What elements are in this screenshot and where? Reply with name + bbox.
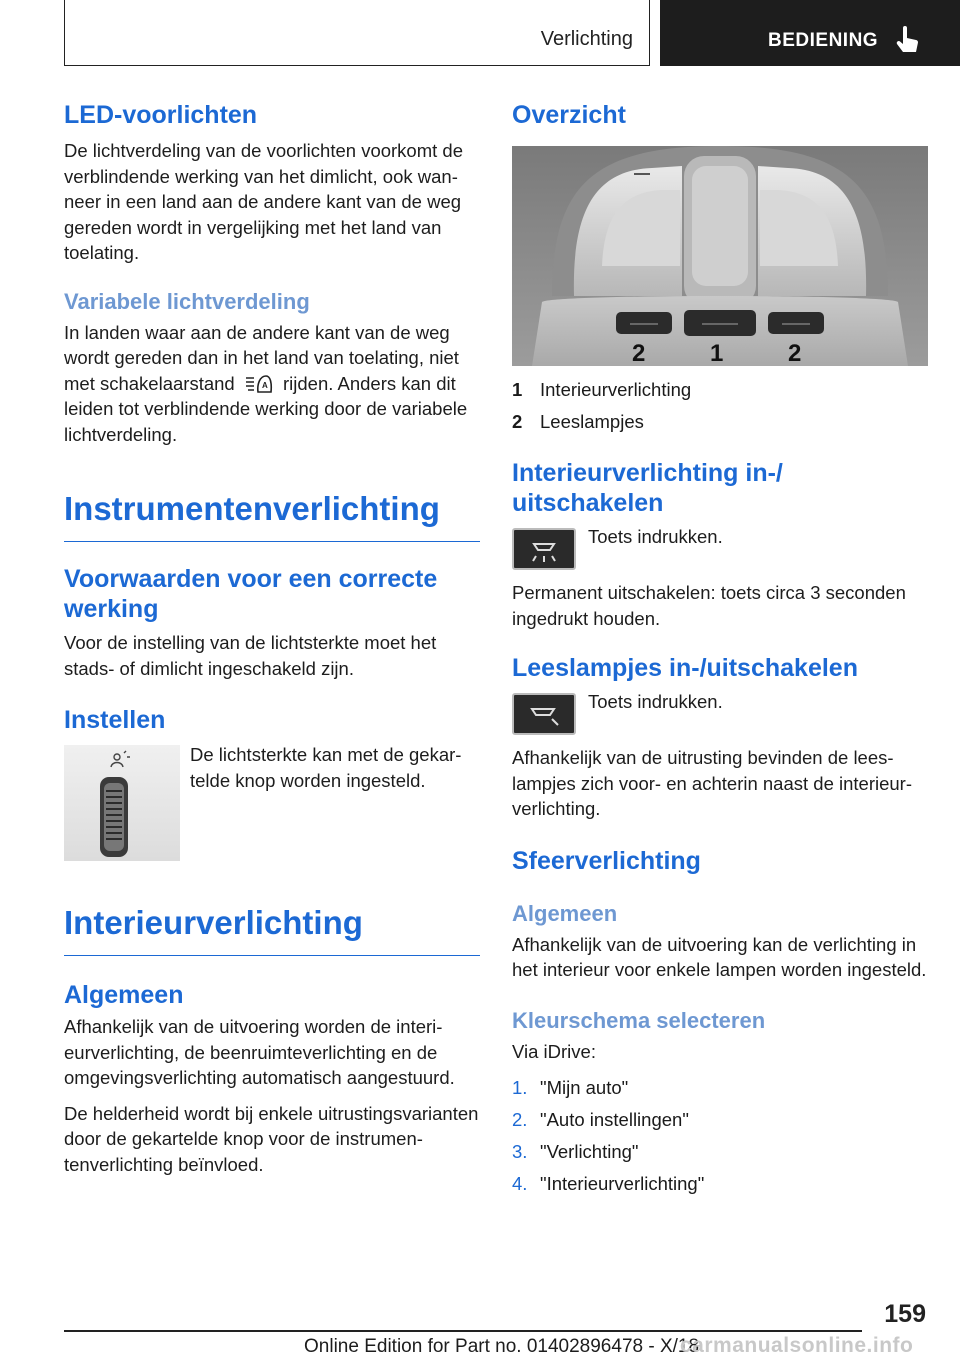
photo-label-left: 2 <box>632 340 646 366</box>
step-number: 3. <box>512 1141 528 1162</box>
right-column <box>512 100 928 1200</box>
algemeen-left-title: Algemeen <box>64 981 184 1009</box>
page-number: 159 <box>884 1300 926 1328</box>
sfeer-title: Sfeerverlichting <box>512 846 701 875</box>
legend-text: Leeslampjes <box>540 411 644 432</box>
reading-light-icon <box>514 695 574 733</box>
algemeen-right-title: Algemeen <box>512 900 618 926</box>
list-item <box>512 1136 928 1168</box>
toets2-block <box>512 693 928 735</box>
legend-number: 2 <box>512 411 523 432</box>
left-column <box>64 100 480 1177</box>
step-number: 2. <box>512 1109 528 1130</box>
lees-title: Leeslampjes in-/uitschakelen <box>512 654 858 682</box>
reading-light-button-image <box>512 693 576 735</box>
led-title: LED-voorlichten <box>64 101 258 129</box>
algemeen-left-text1: Afhankelijk van de uitvoering worden de interieurverlichting, de beenruimteverlichting en de omgevingsverlichting automatisch aangestuurd. <box>64 1016 455 1088</box>
step-text: "Interieurverlichting" <box>540 1173 705 1194</box>
kleur-title: Kleurschema selecteren <box>512 1007 766 1033</box>
variabele-title: Variabele lichtverdeling <box>64 288 310 314</box>
interior-light-photo <box>512 146 928 366</box>
photo-label-right: 2 <box>788 340 802 366</box>
overhead-console-image <box>512 146 928 366</box>
footer-divider <box>64 1330 862 1332</box>
step-number: 1. <box>512 1077 528 1098</box>
lees-text: Afhankelijk van de uitrusting bevinden de leeslampjes zich voor- en achterin naast de interieurverlichting. <box>512 747 913 819</box>
toets1-text: Toets indrukken. <box>588 526 723 547</box>
svg-text:A: A <box>261 380 268 390</box>
via-text: Via iDrive: <box>512 1040 596 1062</box>
photo-label-center: 1 <box>710 340 724 366</box>
knurled-knob-image <box>64 745 180 861</box>
headlight-auto-icon <box>244 372 274 394</box>
watermark-logo: carmanualsonline.info <box>680 1334 914 1357</box>
interieur-title: Interieurverlichting <box>64 903 480 956</box>
legend-number: 1 <box>512 379 523 400</box>
footer-edition: Online Edition for Part no. 01402896478 - X/18 <box>304 1336 700 1357</box>
interior-light-button-image <box>512 528 576 570</box>
instellen-text: De lichtsterkte kan met de gekartelde knop worden ingesteld. <box>190 744 462 791</box>
led-text: De lichtverdeling van de voorlichten voorkomt de verblindende werking van het dimlicht, ook wanneer in een land aan de andere kant van de weg gereden wordt in vergelijking met het land van toelating. <box>64 140 463 263</box>
instellen-title: Instellen <box>64 706 166 734</box>
pointing-hand-icon <box>894 26 920 54</box>
list-item <box>512 1168 928 1200</box>
list-item <box>512 1072 928 1104</box>
step-number: 4. <box>512 1173 528 1194</box>
dimmer-knob-icon <box>64 745 180 861</box>
step-text: "Verlichting" <box>540 1141 639 1162</box>
legend-text: Interieurverlichting <box>540 379 692 400</box>
voorwaarden-text: Voor de instelling van de lichtsterkte moet het stads- of dimlicht ingeschakeld zijn. <box>64 632 437 679</box>
toets1-block <box>512 528 928 570</box>
permanent-text: Permanent uitschakelen: toets circa 3 seconden ingedrukt houden. <box>512 582 906 629</box>
toets2-text: Toets indrukken. <box>588 691 723 712</box>
instrument-title: Instrumentenverlichting <box>64 489 480 542</box>
algemeen-right-text: Afhankelijk van de uitvoering kan de verlichting in het interieur voor enkele lampen worden ingesteld. <box>512 933 927 980</box>
inuit-title: Interieurverlichting in-/ uitschakelen <box>512 459 783 517</box>
overzicht-title: Overzicht <box>512 101 626 129</box>
header-section-box <box>64 0 650 66</box>
legend-item <box>512 374 928 406</box>
header-section-title: Verlichting <box>540 28 633 50</box>
instellen-block <box>64 745 480 861</box>
variabele-text: In landen waar aan de andere kant van de weg wordt gereden dan in het land van toelating, niet met schakelaarstand A rijden. Anders kan dit leiden tot verblindende werking door de variabele lichtverdeling. <box>64 321 468 445</box>
list-item <box>512 1104 928 1136</box>
header-chapter-label: BEDIENING <box>768 30 879 51</box>
algemeen-left-text2: De helderheid wordt bij enkele uitrustingsvarianten door de gekartelde knop voor de instrumentenverlichting beïnvloed. <box>64 1102 479 1175</box>
voorwaarden-title: Voorwaarden voor een correcte werking <box>64 565 438 623</box>
step-text: "Auto instellingen" <box>540 1109 689 1130</box>
header-chapter-tab <box>660 0 960 66</box>
steps-list <box>512 1072 928 1200</box>
legend-item <box>512 406 928 438</box>
photo-legend <box>512 374 928 438</box>
step-text: "Mijn auto" <box>540 1077 629 1098</box>
dome-light-icon <box>514 530 574 568</box>
